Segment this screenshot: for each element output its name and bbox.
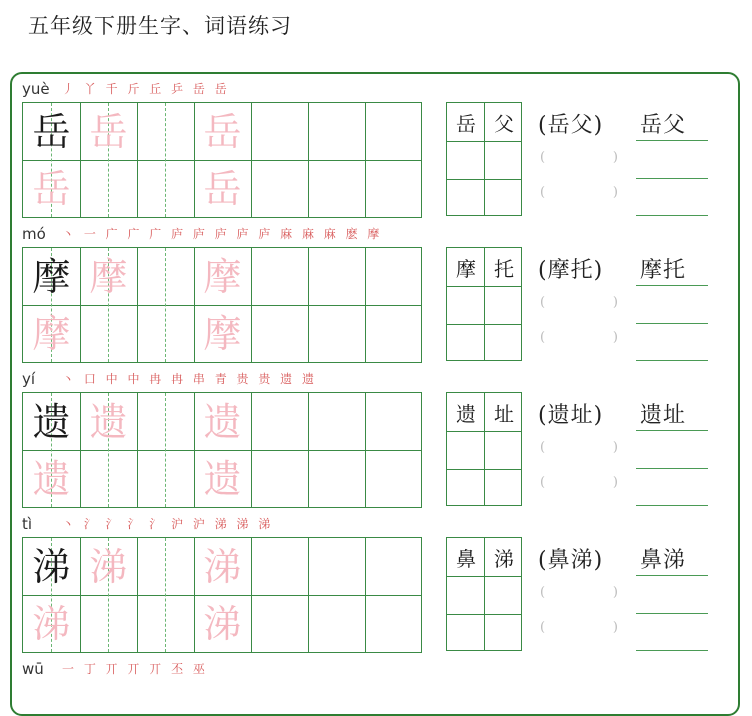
paren-blank: ( ) [540, 475, 618, 490]
page-title: 五年级下册生字、词语练习 [28, 14, 292, 38]
trace-character: 摩 [32, 311, 71, 356]
word-practice-box [446, 102, 522, 216]
trace-character: 岳 [203, 166, 242, 211]
write-line [636, 430, 708, 431]
word-practice-box [446, 537, 522, 651]
model-character: 遗 [32, 399, 71, 444]
word-char: 托 [494, 256, 514, 281]
row-stroke-order: 丶 一 广 广 广 庐 庐 庐 庐 庐 麻 麻 麻 麽 摩 [62, 227, 383, 241]
tianzige-grid [22, 392, 422, 508]
paren-blank: ( ) [540, 295, 618, 310]
trace-character: 岳 [203, 109, 242, 154]
tianzige-grid [22, 537, 422, 653]
trace-character: 摩 [89, 254, 128, 299]
trace-character: 摩 [203, 254, 242, 299]
row-pinyin: mó [22, 225, 46, 243]
word-char: 涕 [494, 546, 514, 571]
paren-blank: ( ) [540, 150, 618, 165]
word-practice-box [446, 392, 522, 506]
write-line [636, 140, 708, 141]
tianzige-grid [22, 102, 422, 218]
underline-word: 岳父 [640, 113, 687, 138]
underline-word: 鼻涕 [640, 548, 687, 573]
word-practice-box [446, 247, 522, 361]
write-line [636, 178, 708, 179]
paren-blank: ( ) [540, 440, 618, 455]
row-stroke-order: 丶 口 中 中 冉 冉 串 青 贵 贵 遗 遗 [62, 372, 317, 386]
next-row-stroke-order: 一 丁 丌 丌 丌 丕 巫 [62, 662, 208, 676]
row-pinyin: tì [22, 515, 33, 533]
write-line [636, 650, 708, 651]
paren-blank: ( ) [540, 585, 618, 600]
word-char: 摩 [456, 256, 476, 281]
word-char: 岳 [456, 111, 476, 136]
trace-character: 涕 [89, 544, 128, 589]
write-line [636, 613, 708, 614]
trace-character: 涕 [203, 601, 242, 646]
write-line [636, 360, 708, 361]
trace-character: 涕 [203, 544, 242, 589]
write-line [636, 505, 708, 506]
word-char: 址 [494, 401, 514, 426]
write-line [636, 575, 708, 576]
trace-character: 遗 [32, 456, 71, 501]
model-character: 摩 [32, 254, 71, 299]
model-character: 涕 [32, 544, 71, 589]
write-line [636, 468, 708, 469]
trace-character: 遗 [203, 456, 242, 501]
write-line [636, 323, 708, 324]
underline-word: 摩托 [640, 258, 687, 283]
paren-blank: ( ) [540, 620, 618, 635]
trace-character: 岳 [89, 109, 128, 154]
paren-word: (鼻涕) [538, 548, 604, 573]
word-char: 父 [494, 111, 514, 136]
trace-character: 涕 [32, 601, 71, 646]
paren-word: (岳父) [538, 113, 604, 138]
paren-word: (摩托) [538, 258, 604, 283]
tianzige-grid [22, 247, 422, 363]
write-line [636, 215, 708, 216]
word-char: 鼻 [456, 546, 476, 571]
paren-blank: ( ) [540, 185, 618, 200]
paren-blank: ( ) [540, 330, 618, 345]
model-character: 岳 [32, 109, 71, 154]
row-pinyin: yuè [22, 80, 50, 98]
write-line [636, 285, 708, 286]
trace-character: 遗 [203, 399, 242, 444]
trace-character: 摩 [203, 311, 242, 356]
row-stroke-order: 丶 氵 氵 氵 氵 沪 沪 涕 涕 涕 [62, 517, 274, 531]
trace-character: 岳 [32, 166, 71, 211]
trace-character: 遗 [89, 399, 128, 444]
row-stroke-order: 丿 丫 千 斤 丘 乒 岳 岳 [62, 82, 230, 96]
row-pinyin: yí [22, 370, 36, 388]
next-row-pinyin: wū [22, 660, 44, 678]
word-char: 遗 [456, 401, 476, 426]
underline-word: 遗址 [640, 403, 687, 428]
paren-word: (遗址) [538, 403, 604, 428]
